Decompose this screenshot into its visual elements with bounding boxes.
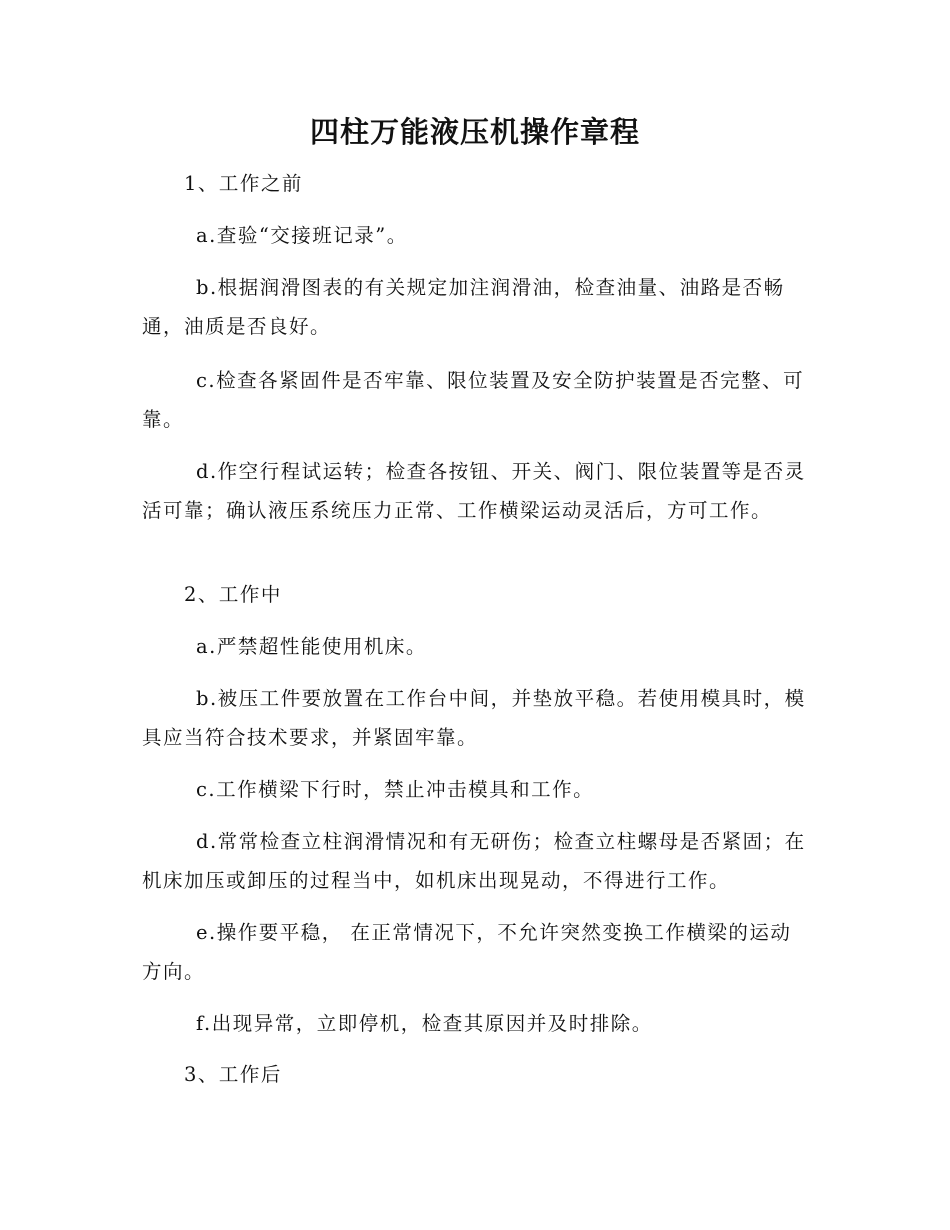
section-1-item-a: a.查验“交接班记录”。 (196, 224, 408, 247)
section-1-item-c: c.检查各紧固件是否牢靠、限位装置及安全防护装置是否完整、可靠。 (142, 369, 805, 431)
section-heading-3: 3、工作后 (184, 1063, 282, 1086)
section-2-item-c: c.工作横梁下行时，禁止冲击模具和工作。 (196, 778, 595, 801)
section-heading-1: 1、工作之前 (184, 172, 303, 195)
section-2-item-d: d.常常检查立柱润滑情况和有无研伤；检查立柱螺母是否紧固；在机床加压或卸压的过程当中，如机床出现晃动，不得进行工作。 (142, 830, 806, 892)
section-2-item-a: a.严禁超性能使用机床。 (196, 635, 427, 658)
document-title: 四柱万能液压机操作章程 (309, 115, 640, 149)
section-1-item-b: b.根据润滑图表的有关规定加注润滑油，检查油量、油路是否畅通，油质是否良好。 (142, 276, 785, 338)
section-2-item-e: e.操作要平稳， 在正常情况下，不允许突然变换工作横梁的运动方向。 (142, 921, 792, 983)
section-heading-2: 2、工作中 (184, 583, 282, 606)
section-2-item-b: b.被压工件要放置在工作台中间，并垫放平稳。若使用模具时，模具应当符合技术要求，并紧固牢靠。 (142, 687, 806, 749)
section-1-item-d: d.作空行程试运转；检查各按钮、开关、阀门、限位装置等是否灵活可靠；确认液压系统压力正常、工作横梁运动灵活后，方可工作。 (142, 460, 806, 522)
section-2-item-f: f.出现异常，立即停机，检查其原因并及时排除。 (196, 1012, 653, 1035)
